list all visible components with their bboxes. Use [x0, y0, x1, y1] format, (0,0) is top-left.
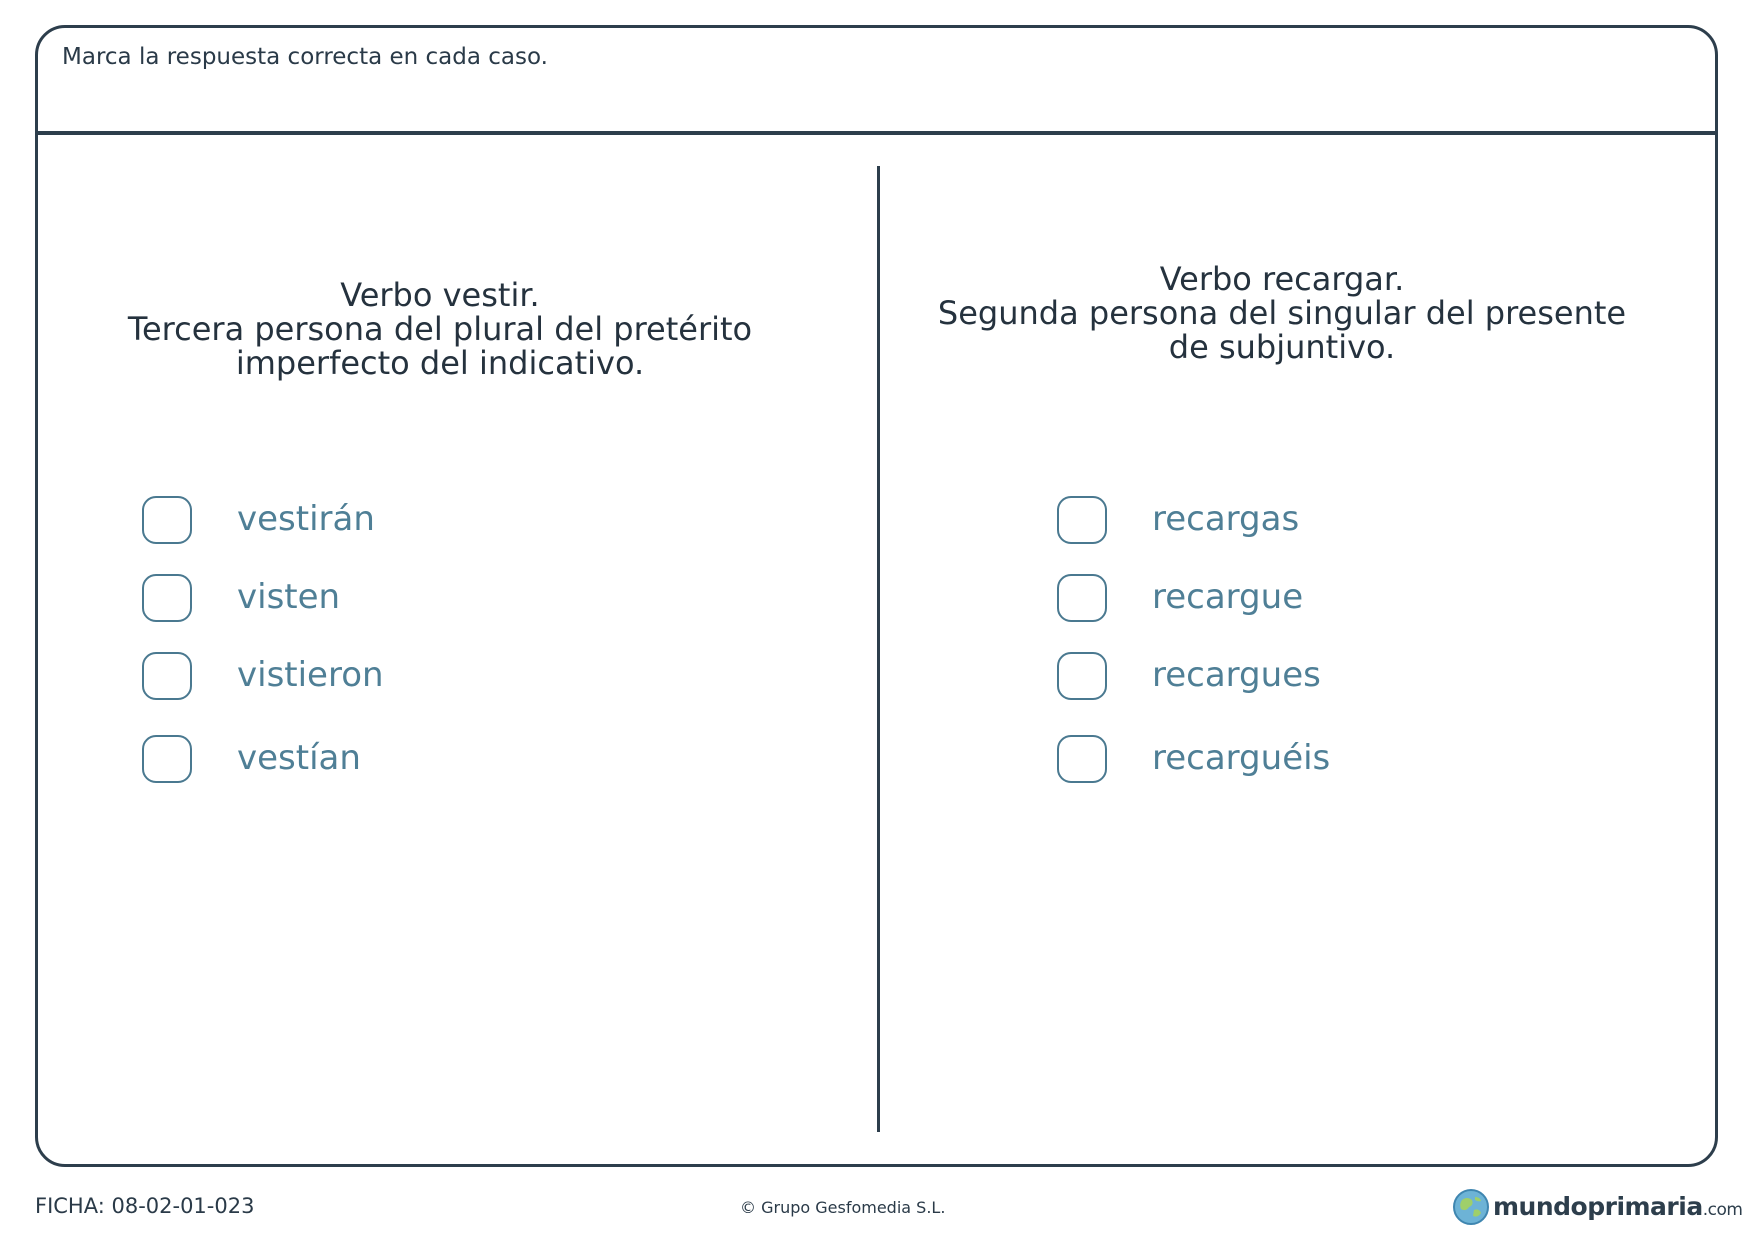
question-right [922, 262, 1642, 364]
option-visten[interactable] [142, 574, 642, 626]
checkbox[interactable] [142, 652, 192, 700]
copyright: © Grupo Gesfomedia S.L. [740, 1198, 946, 1217]
globe-icon [1452, 1188, 1490, 1226]
question-right-line-3: de subjuntivo. [1168, 328, 1396, 366]
checkbox[interactable] [142, 496, 192, 544]
question-left-line-2: Tercera persona del plural del pretérito [127, 310, 753, 348]
checkbox[interactable] [142, 574, 192, 622]
column-divider [877, 166, 880, 1132]
brand-logo [1452, 1188, 1742, 1228]
option-vistieron[interactable] [142, 652, 642, 704]
option-label: vestían [237, 738, 361, 778]
header-divider [35, 131, 1718, 135]
option-label: visten [237, 577, 341, 617]
question-left-line-3: imperfecto del indicativo. [235, 344, 645, 382]
option-label: vistieron [237, 655, 384, 695]
option-recargueis[interactable] [1057, 735, 1557, 787]
option-recargas[interactable] [1057, 496, 1557, 548]
checkbox[interactable] [1057, 735, 1107, 783]
instructions: Marca la respuesta correcta en cada caso. [62, 44, 548, 70]
question-right-line-2: Segunda persona del singular del presente [937, 294, 1627, 332]
option-label: recarguéis [1152, 738, 1331, 778]
question-right-title: Verbo recargar. [1159, 260, 1405, 298]
option-recargues[interactable] [1057, 652, 1557, 704]
question-left-title: Verbo vestir. [340, 276, 540, 314]
option-recargue[interactable] [1057, 574, 1557, 626]
worksheet-code: FICHA: 08-02-01-023 [35, 1194, 255, 1218]
option-label: recargas [1152, 499, 1300, 539]
checkbox[interactable] [1057, 496, 1107, 544]
logo-text [1493, 1192, 1742, 1221]
logo-main: mundoprimaria [1493, 1192, 1703, 1221]
option-vestian[interactable] [142, 735, 642, 787]
option-label: recargue [1152, 577, 1304, 617]
checkbox[interactable] [1057, 574, 1107, 622]
logo-suffix: .com [1702, 1200, 1743, 1220]
checkbox[interactable] [142, 735, 192, 783]
question-left [80, 278, 800, 380]
option-label: recargues [1152, 655, 1321, 695]
option-label: vestirán [237, 499, 375, 539]
option-vestiran[interactable] [142, 496, 642, 548]
checkbox[interactable] [1057, 652, 1107, 700]
